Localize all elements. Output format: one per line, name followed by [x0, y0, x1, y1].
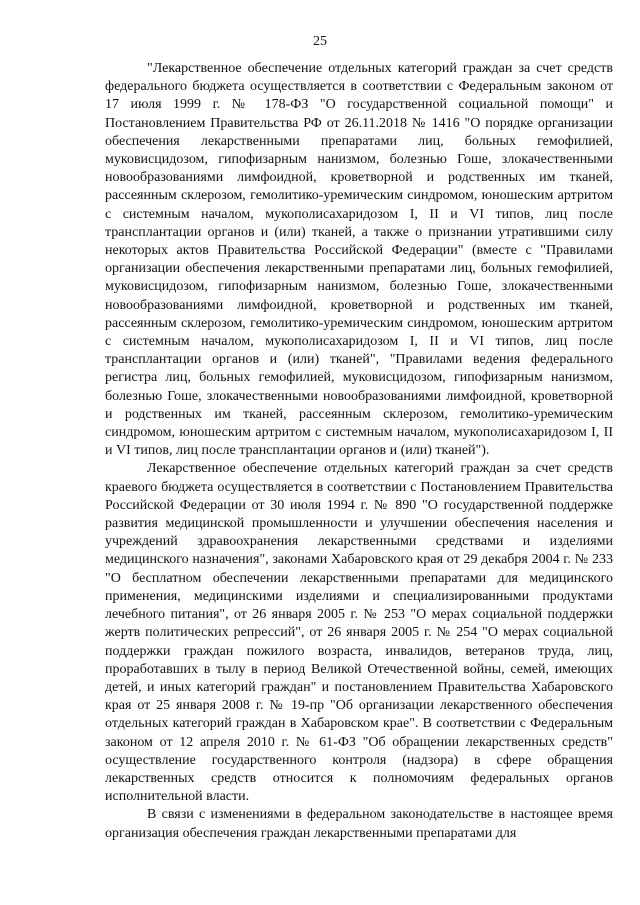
- body-text: [105, 60, 613, 843]
- page-number: 25: [313, 34, 327, 49]
- paragraph-federal-budget: "Лекарственное обеспечение отдельных категорий граждан за счет средств федерального бюджета осуществляется в соответствии с Федеральным законом от 17 июля 1999 г. № 178-ФЗ "О государственной социальной помощи" и Постановлением Правительства РФ от 26.11.2018 № 1416 "О порядке организации обеспечения лекарственными препаратами лиц, больных гемофилией, муковисцидозом, гипофизарным нанизмом, болезнью Гоше, злокачественными новообразованиями лимфоидной, кроветворной и родственных им тканей, рассеянным склерозом, гемолитико-уремическим синдромом, юношеским артритом с системным началом, мукополисахаридозом I, II и VI типов, лиц после трансплантации органов и (или) тканей, а также о признании утратившими силу некоторых актов Правительства Российской Федерации" (вместе с "Правилами организации обеспечения лекарственными препаратами лиц, больных гемофилией, муковисцидозом, гипофизарным нанизмом, болезнью Гоше, злокачественными новообразованиями лимфоидной, кроветворной и родственных им тканей, рассеянным склерозом, гемолитико-уремическим синдромом, юношеским артритом с системным началом, мукополисахаридозом I, II и VI типов, лиц после трансплантации органов и (или) тканей", "Правилами ведения федерального регистра лиц, больных гемофилией, муковисцидозом, гипофизарным нанизмом, болезнью Гоше, злокачественными новообразованиями лимфоидной, кроветворной и родственных им тканей, рассеянным склерозом, гемолитико-уремическим синдромом, юношеским артритом с системным началом, мукополисахаридозом I, II и VI типов, лиц после трансплантации органов и (или) тканей").: [105, 61, 613, 459]
- paragraph-regional-budget: Лекарственное обеспечение отдельных категорий граждан за счет средств краевого бюджета осуществляется в соответствии с Постановлением Правительства Российской Федерации от 30 июля 1994 г. № 890 "О государственной поддержке развития медицинской промышленности и улучшении обеспечения населения и учреждений здравоохранения лекарственными средствами и изделиями медицинского назначения", законами Хабаровского края от 29 декабря 2004 г. № 233 "О бесплатном обеспечении лекарственными препаратами для медицинского применения, медицинскими изделиями и специализированными продуктами лечебного питания", от 26 января 2005 г. № 253 "О мерах социальной поддержки жертв политических репрессий", от 26 января 2005 г. № 254 "О мерах социальной поддержки граждан пожилого возраста, инвалидов, ветеранов труда, лиц, проработавших в тылу в период Великой Отечественной войны, семей, имеющих детей, и иных категорий граждан" и постановлением Правительства Хабаровского края от 25 января 2008 г. № 19-пр "Об организации лекарственного обеспечения отдельных категорий граждан в Хабаровском крае". В соответствии с Федеральным законом от 12 апреля 2010 г. № 61-ФЗ "Об обращении лекарственных средств" осуществление государственного контроля (надзора) в сфере обращения лекарственных средств относится к полномочиям федеральных органов исполнительной власти.: [105, 461, 613, 805]
- paragraph-legislation-changes: В связи с изменениями в федеральном законодательстве в настоящее время организация обеспечения граждан лекарственными препаратами для: [105, 807, 613, 841]
